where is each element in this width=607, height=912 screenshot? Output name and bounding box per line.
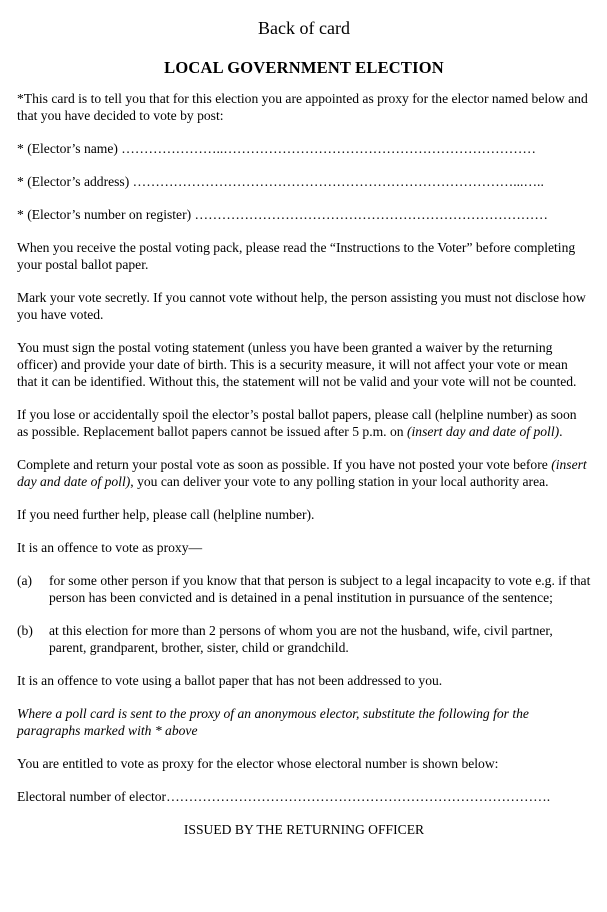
offence-item-text: for some other person if you know that that person is subject to a legal incapacity to vote e.g. if that person has been convicted and is detained in a penal institution in pursuance of the sentence; bbox=[49, 573, 591, 605]
intro-paragraph: *This card is to tell you that for this election you are appointed as proxy for the elector named below and that you have decided to vote by post: bbox=[17, 91, 588, 123]
offence-item-label: (b) bbox=[17, 623, 33, 638]
elector-name-field: * (Elector’s name) …………………..…………………………………………………………… bbox=[17, 141, 536, 156]
return-vote-text: Complete and return your postal vote as soon as possible. If you have not posted your vote before bbox=[17, 457, 552, 472]
return-vote-text-end: , you can deliver your vote to any polling station in your local authority area. bbox=[130, 474, 549, 489]
elector-number-field: * (Elector’s number on register) …………………………………………………………………… bbox=[17, 207, 548, 222]
offence-ballot-paragraph: It is an offence to vote using a ballot paper that has not been addressed to you. bbox=[17, 673, 443, 688]
lost-papers-poll-date: (insert day and date of poll) bbox=[406, 424, 560, 439]
entitled-paragraph: You are entitled to vote as proxy for the elector whose electoral number is shown below: bbox=[17, 756, 499, 771]
sign-statement-paragraph: You must sign the postal voting statement (unless you have been granted a waiver by the returning officer) and provide your date of birth. This is a security measure, it will not affect your vote or mean that it can be identified. Without this, the statement will not be valid and your vote will not be counted. bbox=[17, 340, 577, 389]
election-title: LOCAL GOVERNMENT ELECTION bbox=[164, 58, 444, 77]
offence-item-text: at this election for more than 2 persons of whom you are not the husband, wife, civil partner, parent, grandparent, brother, sister, child or grandchild. bbox=[49, 623, 553, 655]
lost-papers-paragraph bbox=[17, 406, 591, 440]
lost-papers-end: . bbox=[559, 424, 563, 439]
electoral-number-field: Electoral number of elector…………………………………………………………………………. bbox=[17, 789, 551, 804]
offence-item-label: (a) bbox=[17, 573, 33, 588]
lost-papers-text: If you lose or accidentally spoil the elector’s postal ballot papers, please call (helpline number) as soon as possible. Replacement ballot papers cannot be issued after 5 p.m. on bbox=[17, 407, 577, 439]
vote-secretly-paragraph: Mark your vote secretly. If you cannot vote without help, the person assisting you must not disclose how you have voted. bbox=[17, 290, 586, 322]
return-vote-poll-date: (insert day and date of poll) bbox=[17, 457, 587, 489]
help-paragraph: If you need further help, please call (helpline number). bbox=[17, 507, 315, 522]
offence-item-b bbox=[17, 622, 591, 656]
elector-address-field: * (Elector’s address) …………………………………………………………………………...….. bbox=[17, 174, 544, 189]
card-side-title: Back of card bbox=[258, 18, 350, 38]
anonymous-elector-note: Where a poll card is sent to the proxy of an anonymous elector, substitute the following for the paragraphs marked with * above bbox=[17, 706, 529, 738]
issued-by-footer: ISSUED BY THE RETURNING OFFICER bbox=[183, 822, 425, 837]
offence-intro: It is an offence to vote as proxy— bbox=[17, 540, 203, 555]
postal-pack-paragraph: When you receive the postal voting pack, please read the “Instructions to the Voter” before completing your postal ballot paper. bbox=[17, 240, 576, 272]
return-vote-paragraph bbox=[17, 456, 591, 490]
offence-item-a bbox=[17, 572, 591, 606]
